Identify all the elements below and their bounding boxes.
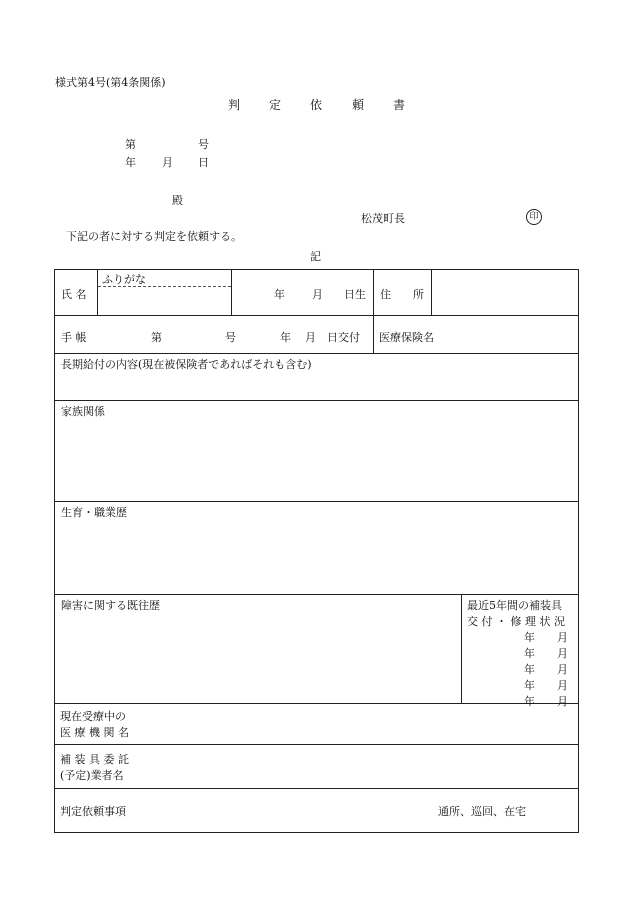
furigana-label: ふりがな	[102, 273, 146, 286]
recent-header-1: 最近5年間の補装具	[467, 599, 562, 612]
prosthetic-label-2: (予定)業者名	[60, 769, 124, 782]
name-input-cell[interactable]	[98, 270, 232, 316]
doc-number-suffix: 号	[198, 138, 209, 151]
techo-label: 手 帳	[61, 331, 87, 344]
prosthetic-history-cell[interactable]	[462, 595, 579, 708]
request-items-label: 判定依頼事項	[60, 805, 126, 818]
title-char: 定	[269, 98, 282, 112]
request-form-table	[54, 269, 579, 833]
long-term-benefits-label: 長期給付の内容(現在被保険者であればそれも含む)	[61, 358, 312, 371]
recent-row: 年 月	[524, 631, 568, 644]
medical-inst-label-2: 医 療 機 関 名	[60, 726, 129, 739]
title-char: 書	[393, 98, 406, 112]
request-options: 通所、巡回、在宅	[438, 805, 526, 818]
birth-year: 年	[274, 288, 285, 301]
recent-row: 年 月	[524, 663, 568, 676]
upbringing-label: 生育・職業歴	[61, 506, 127, 519]
recent-header-2: 交 付 ・ 修 理 状 況	[467, 615, 565, 628]
address-label: 住 所	[380, 288, 424, 301]
family-label: 家族関係	[61, 405, 105, 418]
techo-no-prefix: 第	[151, 331, 162, 344]
title-char: 依	[310, 98, 323, 112]
request-items-cell[interactable]	[55, 789, 579, 833]
addressee-suffix: 殿	[172, 194, 183, 207]
techo-year: 年	[280, 331, 291, 344]
date-month: 月	[162, 156, 173, 169]
medical-institution-cell[interactable]	[55, 704, 579, 745]
address-label-cell	[374, 270, 432, 316]
birth-month: 月	[312, 288, 323, 301]
family-cell[interactable]	[55, 401, 579, 502]
issuer: 松茂町長	[361, 212, 405, 225]
long-term-benefits-cell[interactable]	[55, 354, 579, 401]
techo-cell[interactable]	[55, 316, 374, 354]
insurance-cell[interactable]	[374, 316, 579, 354]
techo-month: 月	[305, 331, 316, 344]
ki-label: 記	[310, 250, 321, 263]
birth-day: 日生	[344, 288, 366, 301]
insurance-label: 医療保険名	[379, 331, 434, 344]
recent-row: 年 月	[524, 695, 568, 708]
medical-inst-label-1: 現在受療中の	[60, 710, 126, 723]
birthdate-cell[interactable]	[232, 270, 374, 316]
name-label-cell	[55, 270, 98, 316]
furigana-divider	[98, 286, 231, 287]
seal-icon: 印	[526, 209, 542, 225]
prosthetic-vendor-cell[interactable]	[55, 745, 579, 789]
form-number: 様式第4号(第4条関係)	[55, 76, 166, 89]
techo-day: 日交付	[327, 331, 360, 344]
prosthetic-label-1: 補 装 具 委 託	[60, 753, 129, 766]
doc-number-prefix: 第	[125, 138, 136, 151]
date-year: 年	[125, 156, 136, 169]
title-char: 頼	[352, 98, 365, 112]
techo-no-suffix: 号	[225, 331, 236, 344]
recent-row: 年 月	[524, 647, 568, 660]
date-day: 日	[198, 156, 209, 169]
title-char: 判	[228, 98, 241, 112]
upbringing-cell[interactable]	[55, 502, 579, 595]
request-sentence: 下記の者に対する判定を依頼する。	[66, 230, 242, 243]
recent-row: 年 月	[524, 679, 568, 692]
disability-history-cell[interactable]	[55, 595, 462, 704]
name-label: 氏 名	[61, 288, 87, 301]
address-input-cell[interactable]	[432, 270, 579, 316]
disability-history-label: 障害に関する既往歴	[61, 599, 160, 612]
